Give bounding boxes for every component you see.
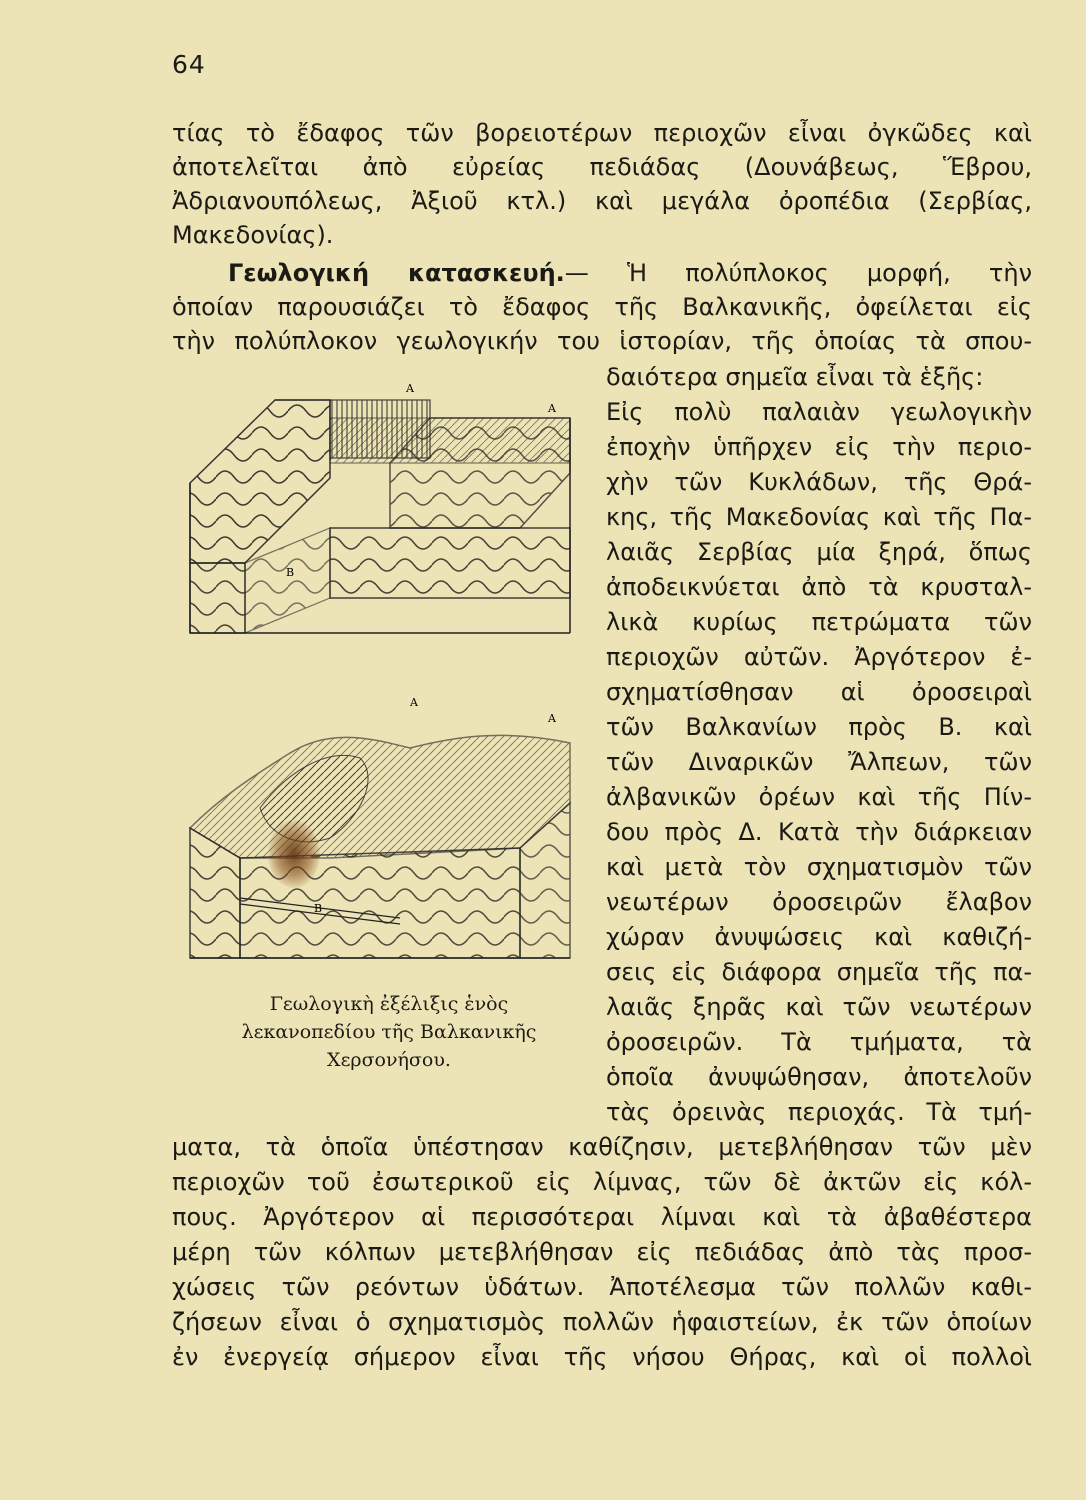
stain [268, 820, 320, 888]
column-line: νεωτέρων ὀροσειρῶν ἔλαβον [606, 888, 1032, 916]
column-line: ὁποῖα ἀνυψώθησαν, ἀποτελοῦν [606, 1063, 1032, 1091]
column-line: ἀλβανικῶν ὀρέων καὶ τῆς Πίν- [606, 783, 1032, 811]
text-line: τίας τὸ ἔδαφος τῶν βορειοτέρων περιοχῶν εἶναι ὀγκῶδες καὶ [172, 119, 1032, 147]
column-line: σεις εἰς διάφορα σημεῖα τῆς πα- [606, 958, 1032, 986]
section-heading: Γεωλογική κατασκευή. [228, 259, 565, 287]
column-line: ὀροσειρῶν. Τὰ τμήματα, τὰ [606, 1028, 1032, 1056]
figure-label-b: Β [286, 566, 295, 579]
column-line: λαιᾶς ξηρᾶς καὶ τῶν νεωτέρων [606, 993, 1032, 1021]
column-line: καὶ μετὰ τὸν σχηματισμὸν τῶν [606, 853, 1032, 881]
text-line: ζήσεων εἶναι ὁ σχηματισμὸς πολλῶν ἡφαιστείων, ἐκ τῶν ὁποίων [172, 1308, 1032, 1336]
column-line: σχηματίσθησαν αἱ ὀροσειραὶ [606, 678, 1032, 706]
text-line: ἀποτελεῖται ἀπὸ εὐρείας πεδιάδας (Δουνάβεως, Ἕβρου, [172, 153, 1032, 181]
text-line: ὁποίαν παρουσιάζει τὸ ἔδαφος τῆς Βαλκανικῆς, ὀφείλεται εἰς [172, 293, 1032, 321]
page-number: 64 [172, 50, 206, 79]
text-line: Ἀδριανουπόλεως, Ἀξιοῦ κτλ.) καὶ μεγάλα ὀροπέδια (Σερβίας, [172, 187, 1032, 215]
caption-line: Γεωλογικὴ ἐξέλιξις ἑνὸς [269, 993, 509, 1015]
text-line: πους. Ἀργότερον αἱ περισσότεραι λίμναι καὶ τὰ ἀβαθέστερα [172, 1203, 1032, 1231]
column-line: τὰς ὀρεινὰς περιοχάς. Τὰ τμή- [606, 1098, 1032, 1126]
column-line: τῶν Βαλκανίων πρὸς Β. καὶ [606, 713, 1032, 741]
text-line: περιοχῶν τοῦ ἐσωτερικοῦ εἰς λίμνας, τῶν δὲ ἀκτῶν εἰς κόλ- [172, 1168, 1032, 1196]
figure-label-b: Β [314, 902, 323, 915]
figure-label-a: Α [406, 382, 414, 395]
text-line: ματα, τὰ ὁποῖα ὑπέστησαν καθίζησιν, μετεβλήθησαν τῶν μὲν [172, 1133, 1032, 1161]
column-line: λαιᾶς Σερβίας μία ξηρά, ὅπως [606, 538, 1032, 566]
column-line: περιοχῶν αὐτῶν. Ἀργότερον ἐ- [606, 643, 1032, 671]
column-line: ἐποχὴν ὑπῆρχεν εἰς τὴν περιο- [606, 433, 1032, 461]
column-line: Εἰς πολὺ παλαιὰν γεωλογικὴν [606, 398, 1032, 426]
text-line: τὴν πολύπλοκον γεωλογικήν του ἱστορίαν, τῆς ὁποίας τὰ σπου- [172, 327, 1032, 355]
block-diagrams [180, 378, 580, 978]
heading-line [228, 258, 1032, 288]
column-line: χώραν ἀνυψώσεις καὶ καθιζή- [606, 923, 1032, 951]
text-run: — Ἡ πολύπλοκος μορφή, τὴν [564, 259, 1032, 287]
column-line: λικὰ κυρίως πετρώματα τῶν [606, 608, 1032, 636]
text-line: Μακεδονίας). [172, 221, 334, 249]
column-line: κης, τῆς Μακεδονίας καὶ τῆς Πα- [606, 503, 1032, 531]
caption-line: λεκανοπεδίου τῆς Βαλκανικῆς [241, 1021, 537, 1043]
block-diagram-lower [190, 696, 570, 958]
text-line: ἐν ἐνεργείᾳ σήμερον εἶναι τῆς νήσου Θήρας, καὶ οἱ πολλοὶ [172, 1343, 1032, 1371]
caption-line: Χερσονήσου. [327, 1049, 451, 1071]
geology-figure [180, 378, 580, 978]
figure-label-a: Α [548, 402, 556, 415]
text-line: χώσεις τῶν ρεόντων ὑδάτων. Ἀποτέλεσμα τῶν πολλῶν καθι- [172, 1273, 1032, 1301]
figure-label-a: Α [410, 696, 418, 709]
column-line: χὴν τῶν Κυκλάδων, τῆς Θρά- [606, 468, 1032, 496]
column-line: ἀποδεικνύεται ἀπὸ τὰ κρυσταλ- [606, 573, 1032, 601]
column-line: δου πρὸς Δ. Κατὰ τὴν διάρκειαν [606, 818, 1032, 846]
column-line: τῶν Διναρικῶν Ἄλπεων, τῶν [606, 748, 1032, 776]
figure-label-a: Α [548, 712, 556, 725]
text-line: μέρη τῶν κόλπων μετεβλήθησαν εἰς πεδιάδας ἀπὸ τὰς προσ- [172, 1238, 1032, 1266]
column-line: δαιότερα σημεῖα εἶναι τὰ ἑξῆς: [606, 363, 984, 391]
block-diagram-upper [190, 382, 570, 633]
figure-caption [184, 990, 594, 1074]
